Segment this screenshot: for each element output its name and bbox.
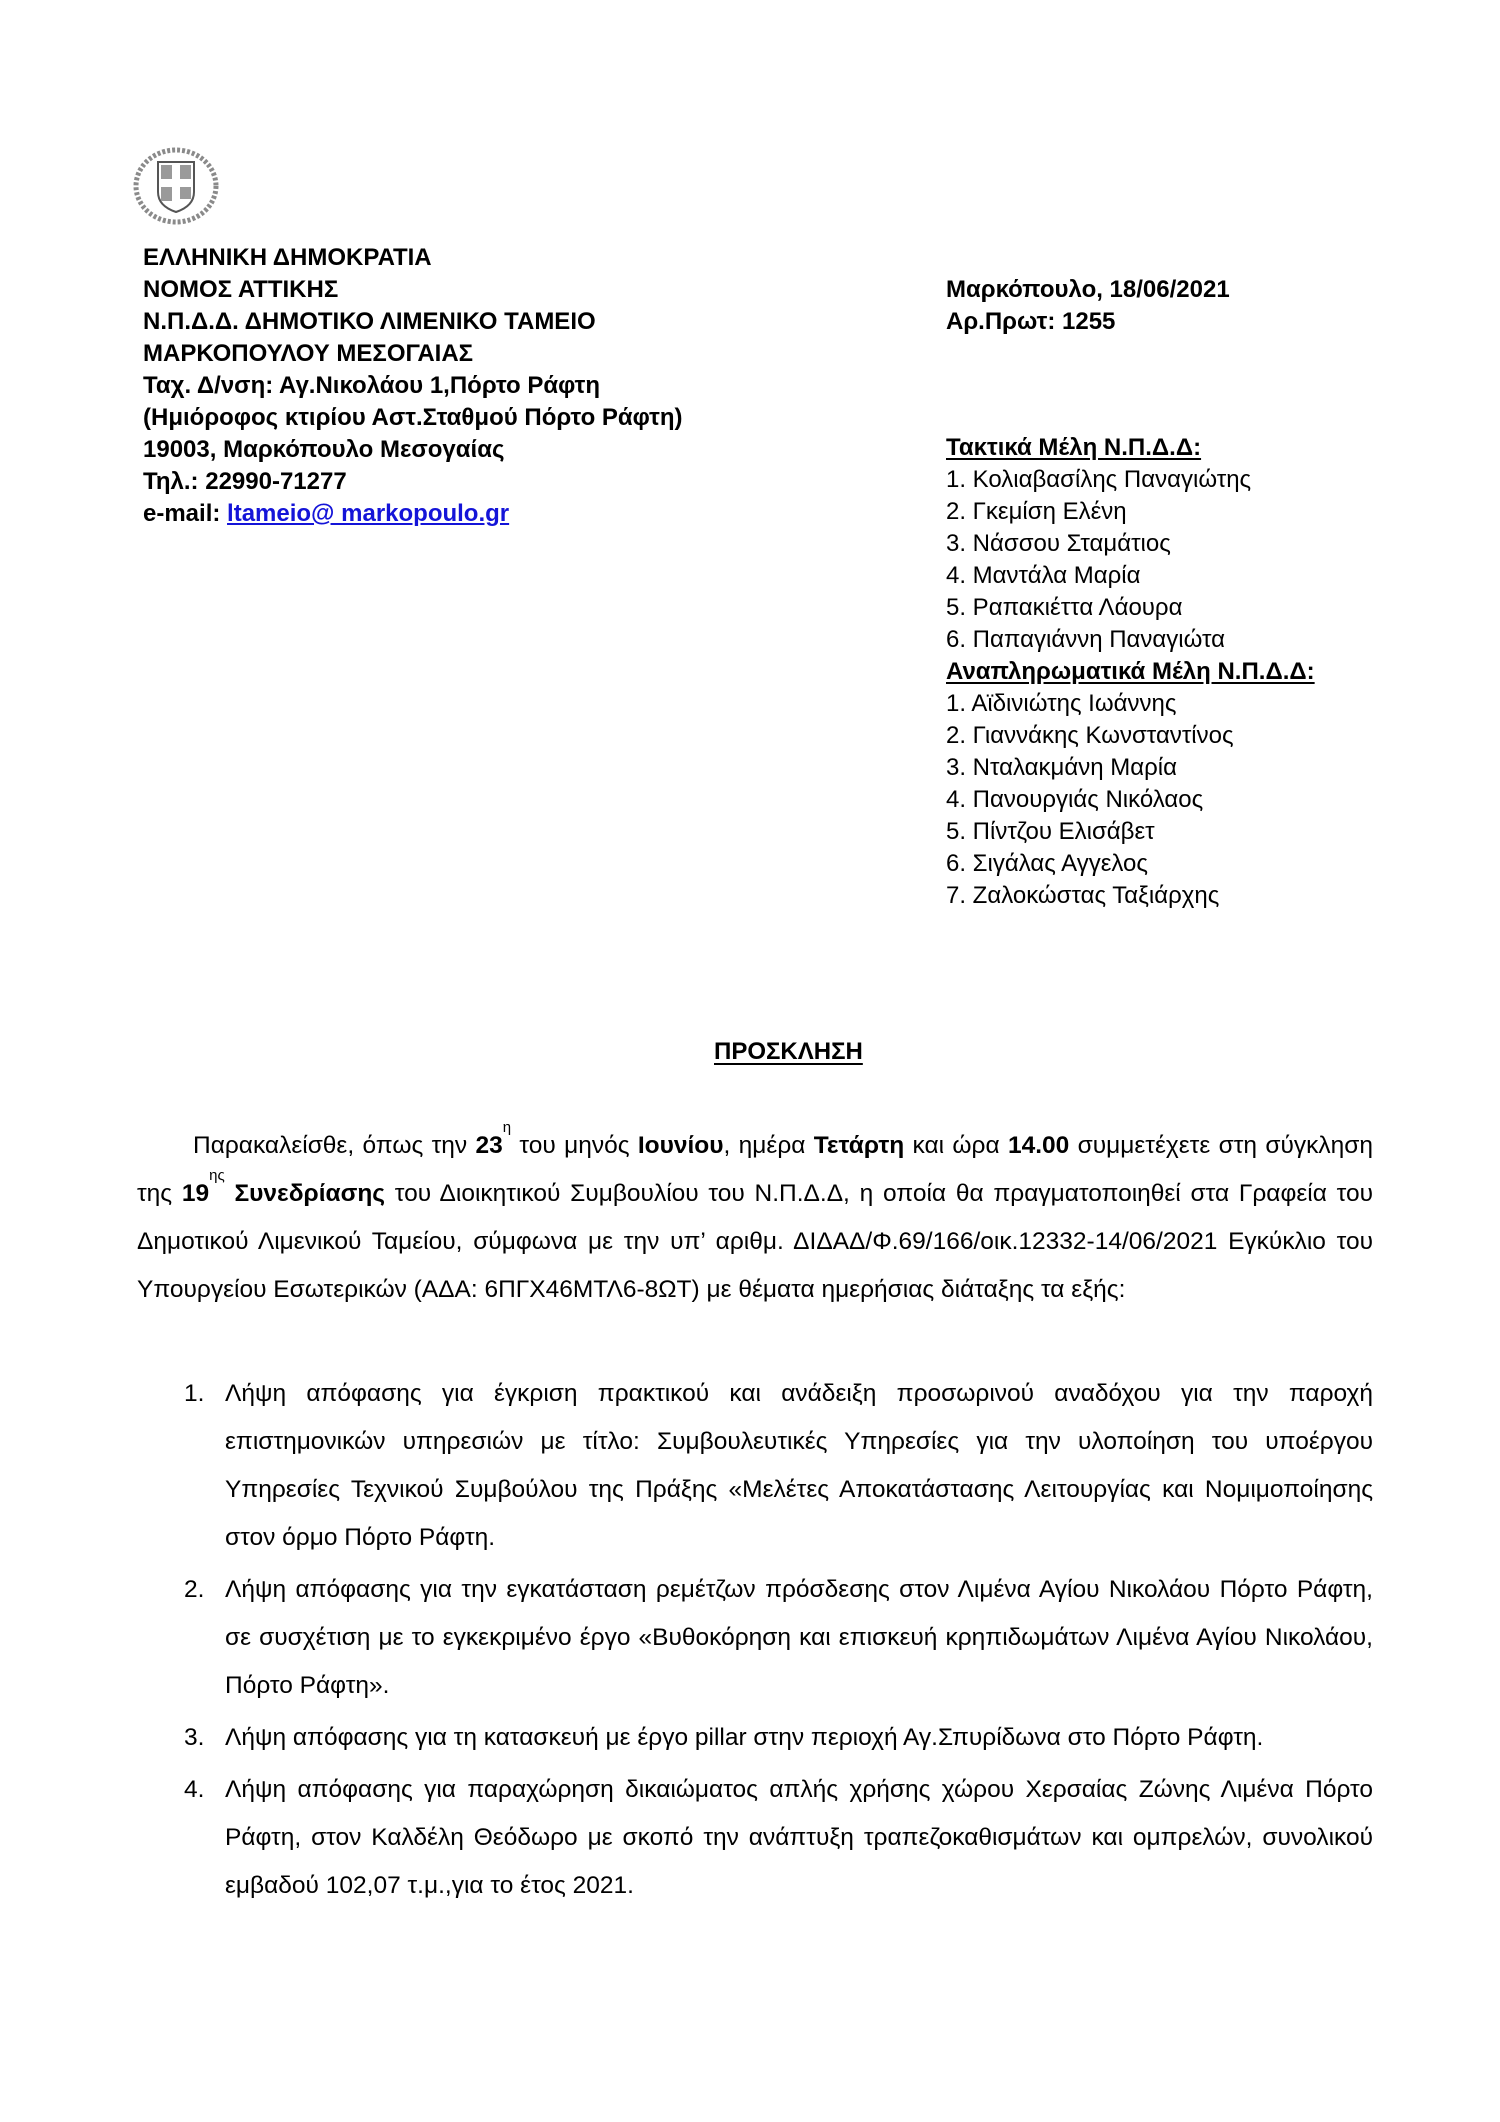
agenda-item: [184, 1766, 1373, 1910]
agenda-list: [184, 1370, 1373, 1914]
address-line: (Ημιόροφος κτιρίου Αστ.Σταθμού Πόρτο Ράφτη): [143, 404, 683, 431]
agenda-number: 4.: [184, 1776, 205, 1803]
session-number: 19: [181, 1180, 210, 1207]
ordinal-suffix: η: [502, 1119, 512, 1136]
email-label: e-mail:: [143, 500, 228, 527]
list-item: 2. Γιαννάκης Κωνσταντίνος: [946, 722, 1234, 749]
meeting-month: Ιουνίου: [637, 1132, 724, 1159]
ordinal-suffix: ης: [209, 1167, 225, 1184]
org-line: ΝΟΜΟΣ ΑΤΤΙΚΗΣ: [143, 276, 339, 303]
session-word: Συνεδρίασης: [224, 1180, 386, 1207]
text: και ώρα: [904, 1132, 1008, 1159]
list-item: 6. Σιγάλας Αγγελος: [946, 850, 1148, 877]
regular-members-heading: Τακτικά Μέλη Ν.Π.Δ.Δ:: [946, 434, 1202, 461]
org-line: ΕΛΛΗΝΙΚΗ ΔΗΜΟΚΡΑΤΙΑ: [143, 244, 432, 271]
agenda-item: [184, 1370, 1373, 1562]
agenda-item: [184, 1714, 1373, 1762]
list-item: 1. Αϊδινιώτης Ιωάννης: [946, 690, 1177, 717]
list-item: 5. Πίντζου Ελισάβετ: [946, 818, 1155, 845]
agenda-text: Λήψη απόφασης για παραχώρηση δικαιώματος απλής χρήσης χώρου Χερσαίας Ζώνης Λιμένα Πόρτο Ράφτη, στον Καλδέλη Θεόδωρο με σκοπό την ανάπτυξη τραπεζοκαθισμάτων και ομπρελών, συνολικού εμβαδού 102,07 τ.μ.,για το έτος 2021.: [225, 1776, 1373, 1899]
invitation-paragraph: [137, 1119, 1373, 1314]
list-item: 4. Πανουργιάς Νικόλαος: [946, 786, 1204, 813]
agenda-number: 1.: [184, 1380, 205, 1407]
address-line: 19003, Μαρκόπουλο Μεσογαίας: [143, 436, 505, 463]
text: Παρακαλείσθε, όπως την: [193, 1132, 476, 1159]
protocol-number: Αρ.Πρωτ: 1255: [946, 308, 1116, 335]
agenda-item: [184, 1566, 1373, 1710]
list-item: 4. Μαντάλα Μαρία: [946, 562, 1141, 589]
document-title: ΠΡΟΣΚΛΗΣΗ: [714, 1038, 863, 1065]
list-item: 2. Γκεμίση Ελένη: [946, 498, 1127, 525]
agenda-text: Λήψη απόφασης για έγκριση πρακτικού και ανάδειξη προσωρινού αναδόχου για την παροχή επιστημονικών υπηρεσιών με τίτλο: Συμβουλευτικές Υπηρεσίες για την υλοποίηση του υποέργου Υπηρεσίες Τεχνικού Συμβούλου της Πράξης «Μελέτες Αποκατάστασης Λειτουργίας και Νομιμοποίησης στον όρμο Πόρτο Ράφτη.: [225, 1380, 1373, 1551]
list-item: 1. Κολιαβασίλης Παναγιώτης: [946, 466, 1252, 493]
date-protocol-block: [946, 274, 1230, 338]
phone-line: Τηλ.: 22990-71277: [143, 468, 347, 495]
text: του μηνός: [511, 1132, 638, 1159]
address-line: Ταχ. Δ/νση: Αγ.Νικολάου 1,Πόρτο Ράφτη: [143, 372, 601, 399]
agenda-number: 3.: [184, 1724, 205, 1751]
email-link[interactable]: ltameio@ markopoulo.gr: [227, 500, 510, 527]
org-line: ΜΑΡΚΟΠΟΥΛΟΥ ΜΕΣΟΓΑΙΑΣ: [143, 340, 474, 367]
agenda-text: Λήψη απόφασης για τη κατασκευή με έργο pillar στην περιοχή Αγ.Σπυρίδωνα στο Πόρτο Ράφτη.: [225, 1724, 1264, 1751]
list-item: 5. Ραπακιέττα Λάουρα: [946, 594, 1183, 621]
list-item: 3. Νταλακμάνη Μαρία: [946, 754, 1177, 781]
alternate-members-heading: Αναπληρωματικά Μέλη Ν.Π.Δ.Δ:: [946, 658, 1315, 685]
org-line: Ν.Π.Δ.Δ. ΔΗΜΟΤΙΚΟ ΛΙΜΕΝΙΚΟ ΤΑΜΕΙΟ: [143, 308, 596, 335]
greek-coat-of-arms-icon: [132, 146, 220, 226]
meeting-time: 14.00: [1007, 1132, 1070, 1159]
recipients-block: [946, 432, 1315, 912]
agenda-number: 2.: [184, 1576, 205, 1603]
meeting-day: 23: [475, 1132, 503, 1159]
text: του Διοικητικού Συμβουλίου του Ν.Π.Δ.Δ, η οποία θα πραγματοποιηθεί στα Γραφεία του Δημοτικού Λιμενικού Ταμείου, σύμφωνα με την υπ’ αριθμ. ΔΙΔΑΔ/Φ.69/166/οικ.12332-14/06/2021 Εγκύκλιο του Υπουργείου Εσωτερικών (ΑΔΑ: 6ΠΓΧ46ΜΤΛ6-8ΩΤ) με θέματα ημερήσιας διάταξης τα εξής:: [137, 1180, 1373, 1303]
list-item: 6. Παπαγιάννη Παναγιώτα: [946, 626, 1226, 653]
sender-block: [143, 242, 683, 530]
list-item: 3. Νάσσου Σταμάτιος: [946, 530, 1171, 557]
text: , ημέρα: [723, 1132, 814, 1159]
list-item: 7. Ζαλοκώστας Ταξιάρχης: [946, 882, 1220, 909]
place-date: Μαρκόπουλο, 18/06/2021: [946, 276, 1230, 303]
text: συμμετέχετε στη σύγκληση της: [137, 1132, 1373, 1207]
agenda-text: Λήψη απόφασης για την εγκατάσταση ρεμέτζων πρόσδεσης στον Λιμένα Αγίου Νικολάου Πόρτο Ράφτη, σε συσχέτιση με το εγκεκριμένο έργο «Βυθοκόρηση και επισκευή κρηπιδωμάτων Λιμένα Αγίου Νικολάου, Πόρτο Ράφτη».: [225, 1576, 1373, 1699]
meeting-weekday: Τετάρτη: [813, 1132, 905, 1159]
email-line: [143, 498, 683, 530]
